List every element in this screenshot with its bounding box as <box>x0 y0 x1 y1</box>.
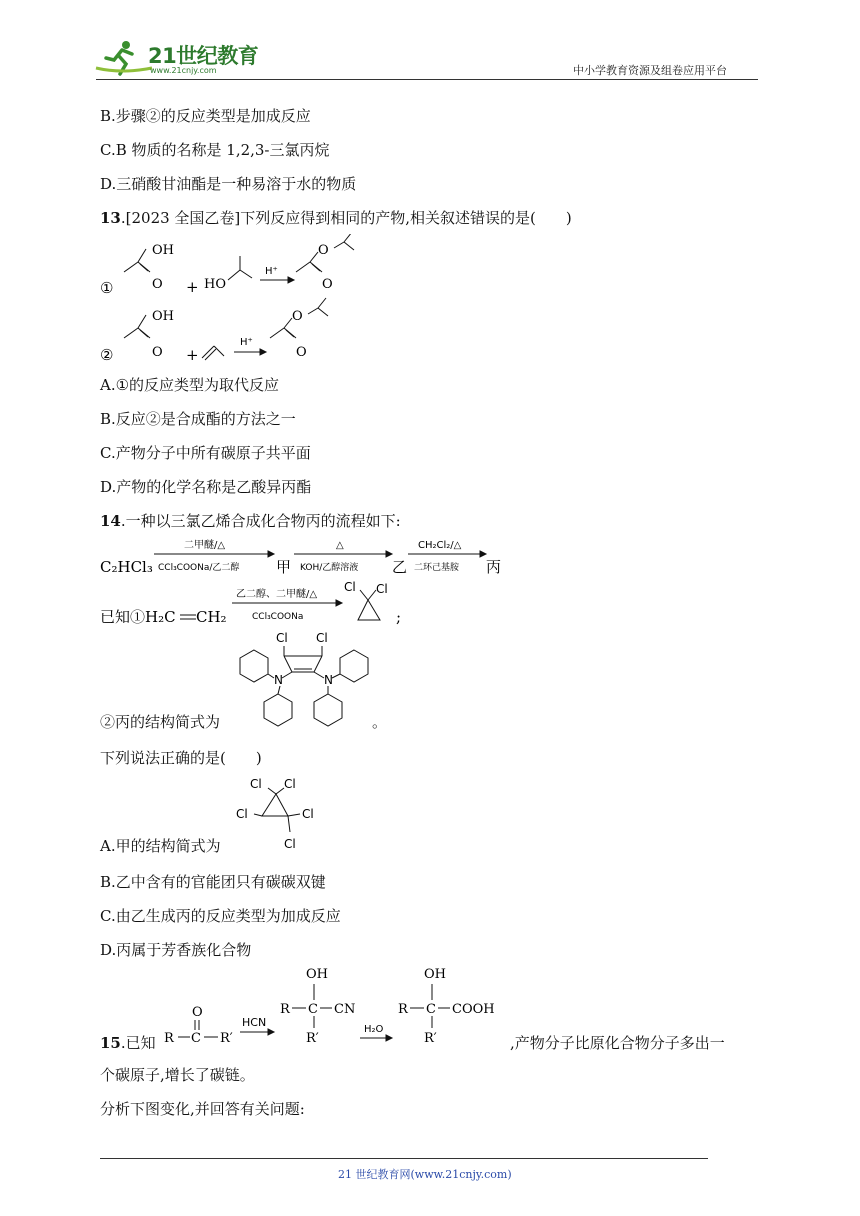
r-label: R <box>398 1002 408 1017</box>
cn-label: CN <box>334 1002 356 1017</box>
n-label: N <box>324 673 333 687</box>
oh-label: OH <box>424 967 446 982</box>
q13-stem <box>100 208 572 228</box>
rprime-label: R′ <box>220 1031 233 1046</box>
logo-text: 21世纪教育 <box>148 44 259 68</box>
hcn-label: HCN <box>242 1016 267 1029</box>
q12-option-d: D.三硝酸甘油酯是一种易溶于水的物质 <box>100 175 357 193</box>
c-label: C <box>308 1002 318 1017</box>
propene-structure <box>202 346 224 360</box>
h2o-label: H₂O <box>364 1024 384 1035</box>
ho-label: HO <box>204 277 226 292</box>
isopropanol-structure <box>228 256 252 280</box>
q14-known-1 <box>96 580 416 632</box>
q13-close-paren: ) <box>565 209 572 227</box>
oh-label-2: OH <box>152 309 174 324</box>
arrow1-bottom-label: CCl₃COONa/乙二醇 <box>158 563 240 573</box>
o-label: O <box>152 277 163 292</box>
r-label: R <box>164 1031 174 1046</box>
reaction-1-label: ① <box>100 279 114 297</box>
cl-label: Cl <box>250 777 262 791</box>
cl-label: Cl <box>276 631 288 645</box>
q12-option-b: B.步骤②的反应类型是加成反应 <box>100 107 311 125</box>
header-rule <box>96 79 758 80</box>
question-number: 14 <box>100 512 121 530</box>
compound-yi: 乙 <box>392 558 408 576</box>
known-arrow-bottom-label: CCl₃COONa <box>252 612 304 622</box>
footer-text: 21 世纪教育网(www.21cnjy.com) <box>338 1168 512 1181</box>
reaction-arrow-2 <box>234 349 266 355</box>
question-number: 15 <box>100 1034 121 1052</box>
cyclopropene-core <box>282 646 324 678</box>
q13-stem-text: .[2023 全国乙卷]下列反应得到相同的产物,相关叙述错误的是( <box>120 209 536 227</box>
q14-ask <box>100 748 262 768</box>
ester-o-label-2: O <box>292 309 303 324</box>
period: 。 <box>372 713 388 731</box>
cooh-label: COOH <box>452 1002 495 1017</box>
arrow-3 <box>408 551 486 557</box>
ask-text: 下列说法正确的是( <box>100 749 226 767</box>
c-label: C <box>191 1031 201 1046</box>
q13-option-a: A.①的反应类型为取代反应 <box>100 376 280 394</box>
q14-flow <box>96 536 516 578</box>
acetic-acid-structure-2 <box>124 315 150 338</box>
known-1-ch2: CH₂ <box>196 608 227 626</box>
semicolon: ; <box>396 608 402 626</box>
q13-option-c: C.产物分子中所有碳原子共平面 <box>100 444 311 462</box>
reaction-2-label: ② <box>100 346 114 364</box>
arrow-2 <box>294 551 392 557</box>
oh-label: OH <box>152 243 174 258</box>
cl-label: Cl <box>302 807 314 821</box>
q15-reaction <box>160 966 510 1054</box>
carbonyl-o: O <box>192 1005 203 1020</box>
cyclohexyl-rings <box>240 650 368 726</box>
arrow-1 <box>154 551 274 557</box>
plus-sign: + <box>186 278 199 296</box>
logo-url: www.21cnjy.com <box>150 66 217 75</box>
double-bond <box>180 615 196 619</box>
bing-structure <box>232 628 382 730</box>
known-arrow-top-label: 乙二醇、二甲醚/△ <box>236 589 318 600</box>
cl-label: Cl <box>284 777 296 791</box>
cl-label: Cl <box>344 580 356 594</box>
arrow1-top-label: 二甲醚/△ <box>184 540 226 551</box>
oh-label: OH <box>306 967 328 982</box>
cl-label: Cl <box>284 837 296 851</box>
q14-stem-text: .一种以三氯乙烯合成化合物丙的流程如下: <box>120 512 401 530</box>
known-arrow <box>232 600 342 606</box>
rprime-label: R′ <box>306 1031 319 1046</box>
ask-close-paren: ) <box>255 749 262 767</box>
start-compound: C₂HCl₃ <box>100 558 153 576</box>
r-label: R <box>280 1002 290 1017</box>
q14-option-c: C.由乙生成丙的反应类型为加成反应 <box>100 907 341 925</box>
arrow3-top-label: CH₂Cl₂/△ <box>418 540 462 551</box>
known-1-prefix: 已知①H₂C <box>100 608 176 626</box>
h2o-arrow <box>360 1035 392 1041</box>
question-number: 13 <box>100 209 121 227</box>
q13-option-d: D.产物的化学名称是乙酸异丙酯 <box>100 478 312 496</box>
c-label: C <box>426 1002 436 1017</box>
ester-o-label: O <box>318 243 329 258</box>
ring <box>254 788 300 832</box>
reaction-arrow <box>260 277 294 283</box>
q15-line3: 分析下图变化,并回答有关问题: <box>100 1100 305 1118</box>
catalyst-label-2: H⁺ <box>240 337 253 348</box>
cl-label: Cl <box>376 582 388 596</box>
catalyst-label: H⁺ <box>265 266 278 277</box>
q12-option-c: C.B 物质的名称是 1,2,3-三氯丙烷 <box>100 141 330 159</box>
arrow2-top-label: △ <box>336 540 344 551</box>
hcn-arrow <box>240 1029 274 1035</box>
q15-prefix <box>100 1033 156 1053</box>
arrow3-bottom-label: 二环己基胺 <box>414 563 460 573</box>
cl-label: Cl <box>236 807 248 821</box>
footer-rule <box>100 1158 708 1159</box>
tetrachlorocyclopropane-structure <box>232 776 322 852</box>
n-label: N <box>274 673 283 687</box>
rprime-label: R′ <box>424 1031 437 1046</box>
carbonyl-o-label-2: O <box>296 345 307 360</box>
q14-stem <box>100 511 401 531</box>
q15-prefix-text: .已知 <box>120 1034 156 1052</box>
carbonyl-o-label: O <box>322 277 333 292</box>
q14-option-a: A.甲的结构简式为 <box>100 837 221 855</box>
q15-tail: ,产物分子比原化合物分子多出一 <box>510 1034 725 1052</box>
runner-icon <box>96 41 152 74</box>
q14-option-b: B.乙中含有的官能团只有碳碳双键 <box>100 873 326 891</box>
compound-jia: 甲 <box>276 558 292 576</box>
q15-line2: 个碳原子,增长了碳链。 <box>100 1066 255 1084</box>
platform-name: 中小学教育资源及组卷应用平台 <box>573 64 727 77</box>
q14-known-2: ②丙的结构简式为 <box>100 713 221 731</box>
q14-option-d: D.丙属于芳香族化合物 <box>100 941 252 959</box>
q13-reactions <box>96 234 416 368</box>
o-label-2: O <box>152 345 163 360</box>
plus-sign-2: + <box>186 346 199 364</box>
compound-bing: 丙 <box>486 558 502 576</box>
cl-label: Cl <box>316 631 328 645</box>
arrow2-bottom-label: KOH/乙醇溶液 <box>300 563 359 573</box>
q13-option-b: B.反应②是合成酯的方法之一 <box>100 410 296 428</box>
acetic-acid-structure <box>124 249 150 272</box>
